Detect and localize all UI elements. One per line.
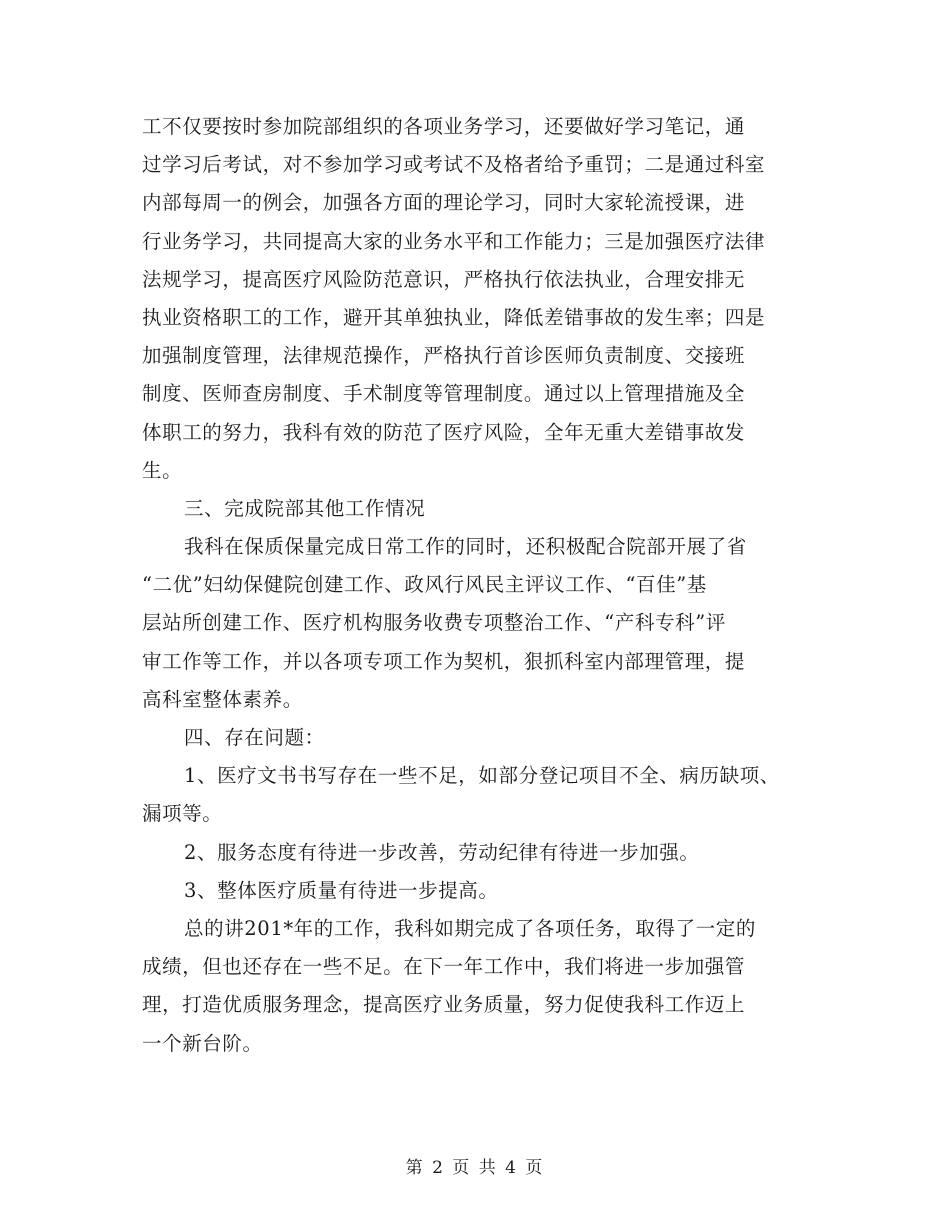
- page-number-footer: 第 2 页 共 4 页: [405, 1158, 545, 1178]
- text-line: 理，打造优质服务理念，提高医疗业务质量，努力促使我科工作迈上: [142, 993, 746, 1017]
- list-item: 2、服务态度有待进一步改善，劳动纪律有待进一步加强。: [184, 840, 700, 864]
- text-line: 高科室整体素养。: [142, 687, 303, 711]
- text-line: 行业务学习，共同提高大家的业务水平和工作能力；三是加强医疗法律: [142, 229, 766, 253]
- text-line: 生。: [142, 458, 183, 482]
- text-line: 体职工的努力，我科有效的防范了医疗风险，全年无重大差错事故发: [142, 420, 746, 444]
- text-line: 执业资格职工的工作，避开其单独执业，降低差错事故的发生率；四是: [142, 305, 766, 329]
- section-heading: 三、完成院部其他工作情况: [184, 496, 426, 520]
- text-line: 我科在保质保量完成日常工作的同时，还积极配合院部开展了省: [184, 535, 747, 559]
- list-item: 1、医疗文书书写存在一些不足，如部分登记项目不全、病历缺项、: [184, 764, 780, 788]
- text-line: 内部每周一的例会，加强各方面的理论学习，同时大家轮流授课，进: [142, 191, 746, 215]
- text-line: 加强制度管理，法律规范操作，严格执行首诊医师负责制度、交接班: [142, 344, 746, 368]
- section-heading: 四、存在问题：: [184, 726, 325, 749]
- text-line: 成绩，但也还存在一些不足。在下一年工作中，我们将进一步加强管: [142, 955, 746, 979]
- list-item: 3、整体医疗质量有待进一步提高。: [184, 878, 499, 902]
- text-line: 制度、医师查房制度、手术制度等管理制度。通过以上管理措施及全: [142, 382, 746, 406]
- text-line: 审工作等工作，并以各项专项工作为契机，狠抓科室内部理管理，提: [142, 649, 746, 673]
- text-line: 工不仅要按时参加院部组织的各项业务学习，还要做好学习笔记，通: [142, 115, 746, 138]
- text-line: 层站所创建工作、医疗机构服务收费专项整治工作、“产科专科”评: [142, 611, 726, 635]
- text-line: 过学习后考试，对不参加学习或考试不及格者给予重罚；二是通过科室: [142, 153, 766, 177]
- document-body: [142, 108, 822, 1063]
- text-line: 法规学习，提高医疗风险防范意识，严格执行依法执业，合理安排无: [142, 267, 746, 291]
- text-line: 总的讲201*年的工作，我科如期完成了各项任务，取得了一定的: [184, 916, 756, 940]
- text-line: 漏项等。: [142, 802, 223, 826]
- text-line: 一个新台阶。: [142, 1031, 263, 1055]
- text-line: “二优”妇幼保健院创建工作、政风行风民主评议工作、“百佳”基: [142, 573, 707, 597]
